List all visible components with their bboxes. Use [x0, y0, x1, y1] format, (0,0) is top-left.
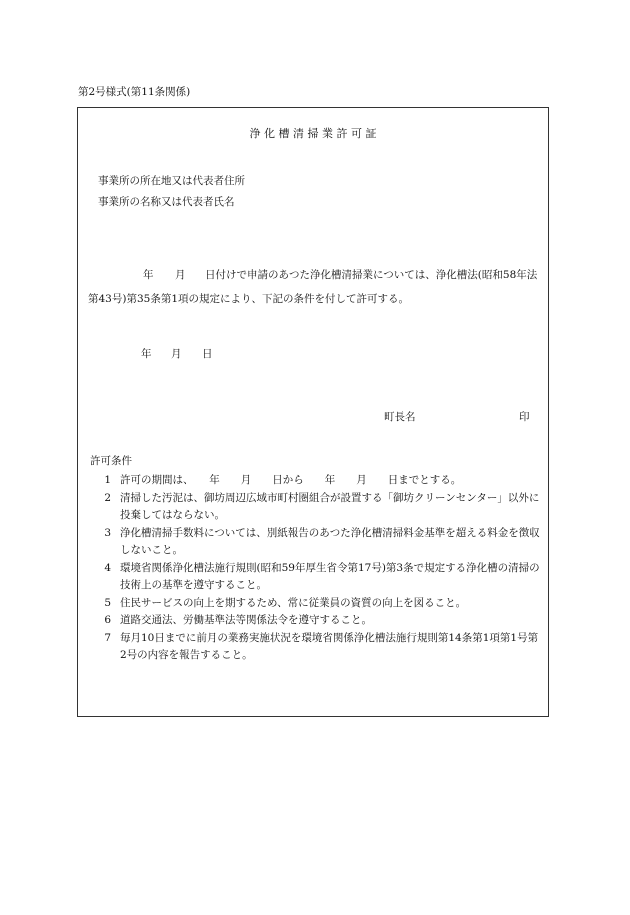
condition-number: 7	[104, 631, 111, 644]
conditions-list	[90, 472, 540, 665]
application-year-label: 年	[143, 269, 154, 281]
permit-statement-line2: 第43号)第35条第1項の規定により、下記の条件を付して許可する。	[88, 293, 409, 305]
certificate-title: 浄 化 槽 清 掃 業 許 可 証	[249, 127, 377, 140]
condition-item	[90, 472, 540, 490]
condition-number: 3	[104, 526, 111, 539]
condition-item	[90, 630, 540, 665]
permit-statement-line1: 日付けで申請のあつた浄化槽清掃業については、浄化槽法(昭和58年法	[205, 269, 538, 281]
office-name-label: 事業所の名称又は代表者氏名	[98, 196, 235, 208]
condition-text: 道路交通法、労働基準法等関係法令を遵守すること。	[120, 614, 372, 626]
condition-text: 住民サービスの向上を期するため、常に従業員の資質の向上を図ること。	[120, 596, 467, 609]
condition-text: 清掃した汚泥は、御坊周辺広域市町村圏組合が設置する「御坊クリーンセンター」以外に投棄してはならない。	[120, 491, 540, 521]
condition-text: 浄化槽清掃手数料については、別紙報告のあつた浄化槽清掃料金基準を超える料金を徴収しないこと。	[120, 526, 540, 556]
mayor-name-label: 町長名	[384, 411, 416, 423]
form-number-label: 第2号様式(第11条関係)	[78, 86, 191, 98]
issue-day-label: 日	[202, 348, 213, 360]
office-address-label: 事業所の所在地又は代表者住所	[98, 175, 245, 187]
condition-text: 許可の期間は、 年 月 日から 年 月 日までとする。	[120, 474, 462, 486]
permit-certificate-frame	[77, 107, 549, 717]
condition-text: 環境省関係浄化槽法施行規則(昭和59年厚生省令第17号)第3条で規定する浄化槽の清掃の技術上の基準を遵守すること。	[120, 561, 540, 591]
seal-label: 印	[519, 411, 530, 423]
condition-number: 1	[104, 474, 111, 486]
condition-item	[90, 490, 540, 525]
condition-number: 2	[104, 491, 111, 504]
condition-item	[90, 612, 540, 630]
condition-item	[90, 595, 540, 613]
conditions-header: 許可条件	[90, 455, 132, 467]
issue-year-label: 年	[141, 348, 152, 360]
condition-number: 6	[104, 614, 111, 626]
condition-item	[90, 525, 540, 560]
application-month-label: 月	[175, 269, 186, 281]
condition-text: 毎月10日までに前月の業務実施状況を環境省関係浄化槽法施行規則第14条第1項第1号第2号の内容を報告すること。	[120, 631, 539, 661]
condition-number: 5	[104, 596, 111, 609]
condition-number: 4	[104, 561, 111, 574]
issue-month-label: 月	[171, 348, 182, 360]
condition-item	[90, 560, 540, 595]
